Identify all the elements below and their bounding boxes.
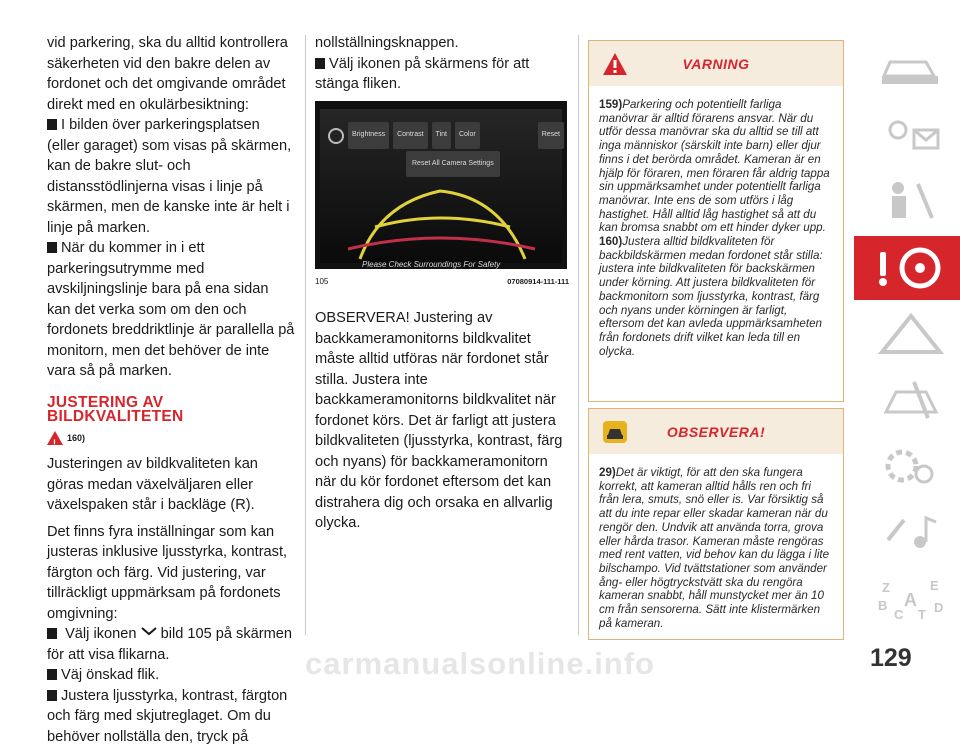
technical-data-icon xyxy=(874,444,948,488)
paragraph: Det finns fyra inställningar som kan justeras inklusive ljusstyrka, kontrast, färgton och färg. Vid justering, var tillräckligt uppmärksam på fordonets omgivning: xyxy=(47,522,295,625)
tab-contrast: Contrast xyxy=(393,122,427,149)
warning-text: Parkering och potentiellt farliga manövrar är alltid förarens ansvar. När du utför dessa manövrar ska du alltid se till att inga människor (särskilt inte barn) eller djur finns i det berörda området. Kameran är en hjälp för föraren, men föraren får aldrig tappa sin uppmärksamhet under potentiellt farliga manövrar. Inte ens de som utförs i låg hastighet. Håll alltid låg hastighet så att du kan bromsa snabbt om ett hinder dyker upp. xyxy=(599,98,830,234)
notice-body xyxy=(589,454,843,636)
warning-ref: 159) xyxy=(599,98,622,111)
warning-reference xyxy=(47,428,295,449)
paragraph: Justeringen av bildkvaliteten kan göras medan växelväljaren eller växelspaken står i backläge (R). xyxy=(47,454,295,516)
column-divider xyxy=(578,35,579,635)
sidebar-tab-warning-lights[interactable] xyxy=(854,102,960,166)
section-heading: JUSTERING AV BILDKVALITETEN xyxy=(47,396,295,424)
warning-text: Justera alltid bildkvaliteten för backbildskärmen medan fordonet står stilla: justera inte bildkvaliteten för backskärmen under körning. Att justera bildkvaliteten för backmonitorn som ljusstyrka, kontrast, färg och nyans under körningen är farligt, eftersom det kan avleda uppmärksamheten från fordonets drift vilket kan leda till en olycka. xyxy=(599,235,823,358)
paragraph: vid parkering, ska du alltid kontrollera säkerheten vid den bakre delen av fordonet och det omgivande området direkt med en okulärbesiktning: xyxy=(47,33,295,115)
bullet-item: Välj ikonen på skärmens för att stänga fliken. xyxy=(315,54,569,95)
reset-all-button: Reset All Camera Settings xyxy=(406,151,500,178)
tab-color: Color xyxy=(455,122,480,149)
sidebar-tab-emergency[interactable] xyxy=(854,302,960,366)
sidebar-tab-car-overview[interactable] xyxy=(854,36,960,100)
bullet-item: Justera ljusstyrka, kontrast, färgton och färg med skjutreglaget. Om du behöver nollställa den, tryck på xyxy=(47,686,295,747)
safety-notice: Please Check Surroundings For Safety xyxy=(362,255,500,276)
notice-header xyxy=(589,409,843,454)
warning-triangle-icon xyxy=(602,52,628,76)
bullet-item: Väj önskad flik. xyxy=(47,665,295,686)
notice-box xyxy=(588,408,844,640)
tab-tint: Tint xyxy=(432,122,451,149)
sidebar-tab-safety[interactable] xyxy=(854,168,960,232)
figure-number: 105 xyxy=(315,272,328,293)
warning-triangle-icon xyxy=(47,431,63,445)
sidebar-tab-starting-driving[interactable] xyxy=(854,236,960,300)
bullet-text: bild 105 på skärmen för att visa flikarna. xyxy=(47,626,292,663)
warning-header xyxy=(589,41,843,86)
sidebar-tab-maintenance[interactable] xyxy=(854,368,960,432)
warning-ref: 160) xyxy=(599,235,622,248)
parking-guide-lines xyxy=(320,109,562,263)
watermark: carmanualsonline.info xyxy=(0,646,960,682)
warning-body xyxy=(589,86,843,364)
car-caution-icon xyxy=(602,420,628,444)
index-letter: A xyxy=(904,590,917,610)
notice-title: OBSERVERA! xyxy=(667,424,765,440)
left-column xyxy=(47,33,295,747)
warning-reference-number: 160) xyxy=(67,428,85,449)
tab-brightness: Brightness xyxy=(348,122,389,149)
bullet-text: Välj ikonen xyxy=(65,626,136,642)
multimedia-icon xyxy=(874,510,948,554)
bullet-item: I bilden över parkeringsplatsen (eller garaget) som visas på skärmen, kan de bakre slut- och distansstödlinjerna visas i linje på skärmen, men de kanske inte är helt i linje på marken. xyxy=(47,115,295,238)
maintenance-icon xyxy=(874,378,948,422)
figure-code: 07080914-111-111 xyxy=(507,272,569,293)
column-divider xyxy=(305,35,306,635)
index-letter: B xyxy=(878,598,887,613)
index-letter: T xyxy=(918,607,926,620)
notice-text: Det är viktigt, för att den ska fungera korrekt, att kameran alltid hålls ren och fri från lera, smuts, snö eller is. Var försiktig så att du inte repar eller skadar kameran när du rengör den. Undvik att använda torra, grova eller hårda trasor. Kameran måste rengöras med rent vatten, vid behov kan du lägga i lite bilschampo. Vid tvättstationer som använder ång- eller högtryckstvätt ska du rengöra kameran snabbt, håll munstycket mer än 10 cm från sensorerna. Sätt inte klistermärken på kameran. xyxy=(599,466,829,630)
index-letter: C xyxy=(894,607,904,620)
index-letter: E xyxy=(930,578,939,593)
index-icon xyxy=(874,576,948,620)
middle-column xyxy=(315,33,569,534)
car-overview-icon xyxy=(874,46,948,90)
reset-button: Reset xyxy=(538,122,564,149)
steering-wheel-icon xyxy=(874,246,948,290)
warning-box xyxy=(588,40,844,402)
index-letter: Z xyxy=(882,580,890,595)
sidebar-tab-multimedia[interactable] xyxy=(854,500,960,564)
bullet-item: När du kommer in i ett parkeringsutrymme med avskiljningslinje bara på ena sidan kan det verka som om den och fordonets breddriktlinje är parallella på monitorn, men det behöver de inte vara så på marken. xyxy=(47,238,295,382)
paragraph: nollställningsknappen. xyxy=(315,33,569,54)
safety-icon xyxy=(874,178,948,222)
warning-title: VARNING xyxy=(682,56,749,72)
warning-lights-icon xyxy=(874,112,948,156)
emergency-icon xyxy=(874,312,948,356)
page-number: 129 xyxy=(870,644,912,673)
sidebar-tab-index[interactable] xyxy=(854,566,960,630)
sidebar-tab-technical-data[interactable] xyxy=(854,434,960,498)
index-letter: D xyxy=(934,600,943,615)
note-paragraph: OBSERVERA! Justering av backkameramonitorns bildkvalitet måste alltid utföras när fordonet står stilla. Justera inte backkameramonitorns bildkvalitet när fordonet körs. Det är farligt att justera bildkvaliteten (ljusstyrka, kontrast, färg och nyans) för backkameramonitorn när du kör fordonet eftersom det kan distrahera dig och orsaka en allvarlig olycka. xyxy=(315,308,569,534)
chevron-down-icon xyxy=(141,626,157,636)
camera-screen-figure xyxy=(315,101,567,269)
camera-screen xyxy=(320,109,562,263)
notice-ref: 29) xyxy=(599,466,616,479)
